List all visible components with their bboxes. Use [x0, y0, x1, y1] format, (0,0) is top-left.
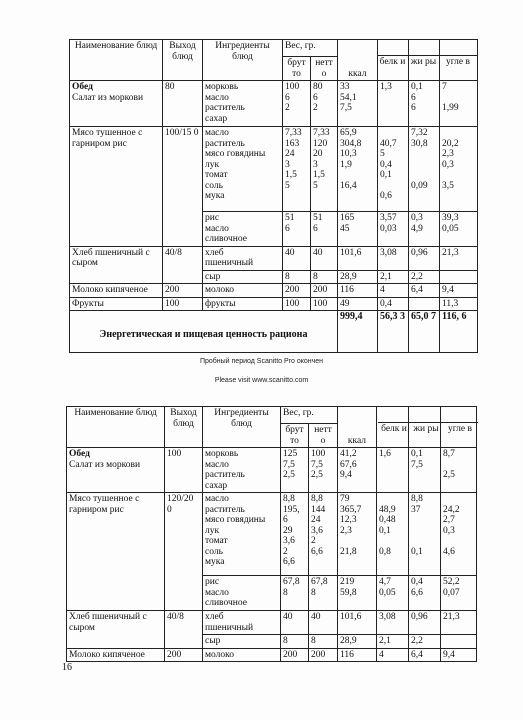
protein-cell: 0,4 — [378, 297, 409, 311]
header-carbs: угле в — [442, 422, 478, 435]
header-gross: брут то — [283, 57, 311, 81]
ingredients-cell: сыр — [203, 270, 283, 284]
nutrition-table-2 — [66, 406, 477, 662]
net-cell: 40 — [309, 611, 338, 635]
yield-cell: 100/15 0 — [163, 127, 203, 247]
page-number: 16 — [62, 662, 72, 673]
yield-cell: 100 — [165, 448, 203, 493]
ingredients-cell: морковь масло раститель сахар — [203, 81, 283, 127]
gross-cell: 8,8 195, 6 29 3,6 2 6,6 — [281, 493, 309, 576]
ingredients-cell: сыр — [203, 635, 281, 649]
kcal-cell: 116 — [338, 648, 377, 662]
fat-cell: 0,1 6 6 — [409, 81, 440, 127]
header-kcal: ккал — [338, 407, 377, 448]
yield-cell: 200 — [163, 284, 203, 298]
total-carbs: 116, 6 — [440, 311, 478, 353]
kcal-cell: 28,9 — [338, 270, 378, 284]
carbs-cell — [440, 270, 478, 284]
header-gross: брут то — [281, 424, 309, 448]
dish-name: Фрукты — [70, 297, 163, 311]
protein-cell: 3,57 0,03 — [378, 212, 409, 247]
protein-cell: 1,6 — [377, 448, 409, 493]
header-net: нетт о — [309, 424, 338, 448]
nutrition-table-1 — [69, 39, 478, 353]
net-cell: 51 6 — [311, 212, 338, 247]
kcal-cell: 33 54,1 7,5 — [338, 81, 378, 127]
ingredients-cell: хлеб пшеничный — [203, 611, 281, 635]
gross-cell: 8 — [281, 635, 309, 649]
gross-cell: 8 — [283, 270, 311, 284]
header-name: Наименование блюд — [67, 407, 165, 448]
carbs-cell: 39,3 0,05 — [440, 212, 478, 247]
fat-cell: 0,4 6,6 — [409, 576, 441, 611]
dish-name: Салат из моркови — [69, 459, 141, 470]
gross-cell: 200 — [283, 284, 311, 298]
dish-name: Мясо тушенное с гарниром рис — [67, 493, 165, 611]
fat-cell: 0,1 7,5 — [409, 448, 441, 493]
header-fat: жи ры — [410, 422, 442, 435]
header-weight: Вес, гр. — [281, 407, 338, 424]
header-carbs: угле в — [439, 55, 477, 68]
total-kcal: 999,4 — [338, 311, 378, 353]
kcal-cell: 101,6 — [338, 246, 378, 270]
carbs-cell: 7 1,99 — [440, 81, 478, 127]
fat-cell: 2,2 — [409, 270, 440, 284]
dish-name: Мясо тушенное с гарниром рис — [70, 127, 163, 247]
net-cell: 200 — [309, 648, 338, 662]
gross-cell: 40 — [281, 611, 309, 635]
header-weight: Вес, гр. — [283, 40, 338, 57]
fat-cell — [409, 297, 440, 311]
yield-cell: 80 — [163, 81, 203, 127]
fat-cell: 6,4 — [409, 648, 441, 662]
protein-cell: 4 — [377, 648, 409, 662]
fat-cell: 0,96 — [409, 611, 441, 635]
net-cell: 8 — [311, 270, 338, 284]
carbs-cell: 20,2 2,3 0,3 3,5 — [440, 127, 478, 212]
fat-cell: 7,32 30,8 0,09 — [409, 127, 440, 212]
dish-cell — [70, 81, 163, 127]
gross-cell: 100 6 2 — [283, 81, 311, 127]
header-ingredients: Ингредиенты блюд — [203, 407, 281, 448]
header-ingredients: Ингредиенты блюд — [203, 40, 283, 81]
ingredients-cell: фрукты — [203, 297, 283, 311]
net-cell: 80 6 2 — [311, 81, 338, 127]
fat-cell: 8,8 37 0,1 — [409, 493, 441, 576]
carbs-cell: 9,4 — [441, 648, 477, 662]
dish-name: Салат из моркови — [72, 92, 144, 103]
fat-cell: 6,4 — [409, 284, 440, 298]
dish-name: Хлеб пшеничный с сыром — [67, 611, 165, 649]
header-yield: Выход блюд — [165, 407, 203, 448]
protein-cell: 48,9 0,48 0,1 0,8 — [377, 493, 409, 576]
meal-title: Обед — [69, 449, 90, 459]
protein-cell: 2,1 — [378, 270, 409, 284]
carbs-cell: 8,7 2,5 — [441, 448, 477, 493]
ingredients-cell: хлеб пшеничный — [203, 246, 283, 270]
header-yield: Выход блюд — [163, 40, 203, 81]
kcal-cell: 165 45 — [338, 212, 378, 247]
gross-cell: 67,8 8 — [281, 576, 309, 611]
gross-cell: 51 6 — [283, 212, 311, 247]
net-cell: 8,8 144 24 3,6 2 6,6 — [309, 493, 338, 576]
total-label: Энергетическая и пищевая ценность рациона — [70, 311, 338, 353]
gross-cell: 7,33 163 24 3 1,5 5 — [283, 127, 311, 212]
carbs-cell: 11,3 — [440, 297, 478, 311]
kcal-cell: 49 — [338, 297, 378, 311]
meal-title: Обед — [72, 82, 93, 92]
protein-cell: 40,7 5 0,4 0,1 0,6 — [378, 127, 409, 212]
kcal-cell: 116 — [338, 284, 378, 298]
kcal-cell: 101,6 — [338, 611, 377, 635]
protein-cell: 3,08 — [378, 246, 409, 270]
carbs-cell: 52,2 0,07 — [441, 576, 477, 611]
net-cell: 200 — [311, 284, 338, 298]
ingredients-cell: морковь масло раститель сахар — [203, 448, 281, 493]
carbs-cell: 9,4 — [440, 284, 478, 298]
net-cell: 7,33 120 20 3 1,5 5 — [311, 127, 338, 212]
gross-cell: 125 7,5 2,5 — [281, 448, 309, 493]
net-cell: 40 — [311, 246, 338, 270]
carbs-cell: 24,2 2,7 0,3 4,6 — [441, 493, 477, 576]
yield-cell: 40/8 — [163, 246, 203, 284]
carbs-cell — [441, 635, 477, 649]
protein-cell: 4 — [378, 284, 409, 298]
fat-cell: 2,2 — [409, 635, 441, 649]
total-fat: 65,0 7 — [409, 311, 440, 353]
dish-cell — [67, 448, 165, 493]
gross-cell: 200 — [281, 648, 309, 662]
gross-cell: 100 — [283, 297, 311, 311]
net-cell: 67,8 8 — [309, 576, 338, 611]
ingredients-cell: рис масло сливочное — [203, 212, 283, 247]
header-protein: белк и — [377, 55, 408, 68]
net-cell: 8 — [309, 635, 338, 649]
fat-cell: 0,96 — [409, 246, 440, 270]
kcal-cell: 79 365,7 12,3 2,3 21,8 — [338, 493, 377, 576]
protein-cell: 3,08 — [377, 611, 409, 635]
net-cell: 100 — [311, 297, 338, 311]
ingredients-cell: рис масло сливочное — [203, 576, 281, 611]
protein-cell: 4,7 0,05 — [377, 576, 409, 611]
carbs-cell: 21,3 — [440, 246, 478, 270]
yield-cell: 40/8 — [165, 611, 203, 649]
kcal-cell: 65,9 304,8 10,3 1,9 16,4 — [338, 127, 378, 212]
kcal-cell: 28,9 — [338, 635, 377, 649]
dish-name: Молоко кипяченое — [67, 648, 165, 662]
kcal-cell: 41,2 67,6 9,4 — [338, 448, 377, 493]
scanner-notice-line2: Please visit www.scanitto.com — [214, 377, 309, 384]
dish-name: Молоко кипяченое — [70, 284, 163, 298]
scanner-notice-line1: Пробный период Scanitto Pro окончен — [199, 358, 324, 365]
net-cell: 100 7,5 2,5 — [309, 448, 338, 493]
kcal-cell: 219 59,8 — [338, 576, 377, 611]
protein-cell: 1,3 — [378, 81, 409, 127]
yield-cell: 120/20 0 — [165, 493, 203, 611]
yield-cell: 200 — [165, 648, 203, 662]
carbs-cell: 21,3 — [441, 611, 477, 635]
ingredients-cell: молоко — [203, 284, 283, 298]
header-kcal: ккал — [338, 40, 378, 81]
yield-cell: 100 — [163, 297, 203, 311]
ingredients-cell: масло раститель мясо говядины лук томат соль мука — [203, 127, 283, 212]
ingredients-cell: молоко — [203, 648, 281, 662]
header-fat: жи ры — [408, 55, 439, 68]
header-net: нетт о — [311, 57, 338, 81]
protein-cell: 2,1 — [377, 635, 409, 649]
gross-cell: 40 — [283, 246, 311, 270]
dish-name: Хлеб пшеничный с сыром — [70, 246, 163, 284]
fat-cell: 0,3 4,9 — [409, 212, 440, 247]
total-protein: 56,3 3 — [378, 311, 409, 353]
ingredients-cell: масло раститель мясо говядины лук томат соль мука — [203, 493, 281, 576]
header-name: Наименование блюд — [70, 40, 163, 81]
header-protein: белк и — [378, 422, 410, 435]
